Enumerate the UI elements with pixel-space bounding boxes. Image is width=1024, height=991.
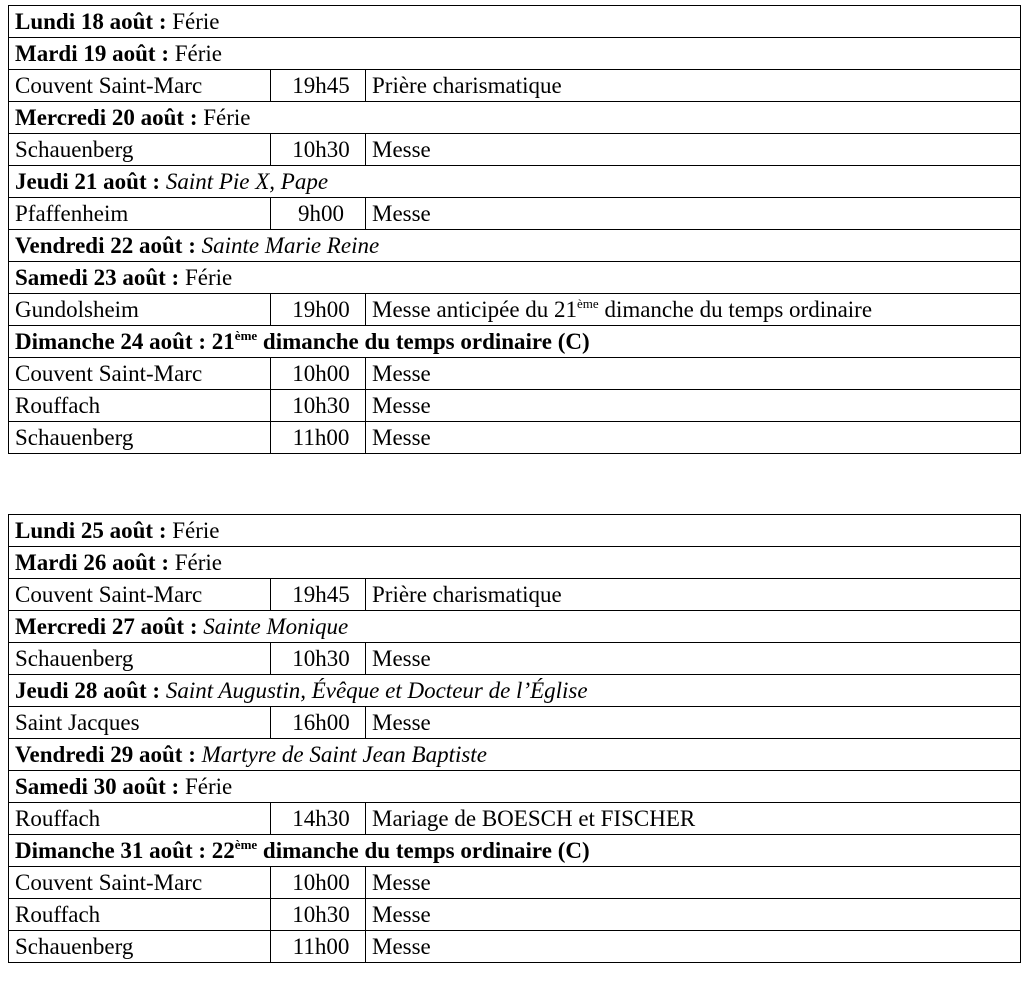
day-header-cell [9, 230, 1021, 262]
event-description-text: Prière charismatique [372, 72, 562, 98]
event-row [9, 294, 1021, 326]
event-place: Couvent Saint-Marc [9, 579, 271, 611]
feast-ordinal-suffix: ème [234, 836, 258, 852]
feast-text: Férie [172, 8, 220, 34]
event-time: 10h30 [271, 134, 366, 166]
event-time: 11h00 [271, 422, 366, 454]
liturgical-feast [175, 41, 222, 66]
event-row [9, 867, 1021, 899]
feast-text: Martyre de Saint Jean Baptiste [201, 741, 487, 767]
event-description-text: Messe [372, 200, 431, 226]
day-header-cell [9, 515, 1021, 547]
day-date: Dimanche 31 août [15, 837, 193, 863]
event-row [9, 70, 1021, 102]
day-date: Dimanche 24 août [15, 328, 193, 354]
feast-text: Férie [203, 104, 251, 130]
event-description [366, 70, 1021, 102]
day-date: Jeudi 21 août [15, 168, 147, 194]
event-row [9, 358, 1021, 390]
event-place: Rouffach [9, 899, 271, 931]
event-description [366, 134, 1021, 166]
event-time: 10h30 [271, 643, 366, 675]
event-description-text: Messe [372, 933, 431, 959]
event-description-text: Messe [372, 136, 431, 162]
day-separator: : [153, 8, 173, 34]
day-header-cell [9, 547, 1021, 579]
feast-text: Férie [174, 549, 222, 575]
event-place: Couvent Saint-Marc [9, 70, 271, 102]
event-description [366, 579, 1021, 611]
event-row [9, 579, 1021, 611]
liturgical-feast [185, 774, 232, 799]
event-ordinal-suffix: ème [577, 295, 599, 311]
day-header-row [9, 675, 1021, 707]
event-row [9, 803, 1021, 835]
event-description-text: Messe anticipée du 21 [372, 296, 578, 322]
day-header-cell [9, 611, 1021, 643]
event-place: Pfaffenheim [9, 198, 271, 230]
event-description [366, 931, 1021, 963]
event-time: 10h30 [271, 899, 366, 931]
event-description-text: Messe [372, 392, 431, 418]
feast-text-after: dimanche du temps ordinaire (C) [257, 328, 590, 354]
event-row [9, 931, 1021, 963]
event-description-after: dimanche du temps ordinaire [598, 296, 873, 322]
event-time: 16h00 [271, 707, 366, 739]
day-header-row [9, 38, 1021, 70]
day-header-cell [9, 6, 1021, 38]
day-date: Vendredi 29 août [15, 741, 183, 767]
day-separator: : [153, 517, 173, 543]
feast-text: 21 [211, 328, 235, 354]
day-date: Vendredi 22 août [15, 232, 183, 258]
day-header-cell [9, 675, 1021, 707]
liturgical-feast [185, 265, 232, 290]
day-separator: : [165, 264, 185, 290]
event-place: Couvent Saint-Marc [9, 867, 271, 899]
liturgical-feast [203, 614, 348, 639]
day-separator: : [192, 328, 212, 354]
feast-text: Férie [172, 517, 220, 543]
event-description-text: Messe [372, 709, 431, 735]
day-header-cell [9, 102, 1021, 134]
event-description [366, 899, 1021, 931]
event-row [9, 390, 1021, 422]
day-header-row [9, 835, 1021, 867]
schedule-table-week-1 [8, 5, 1021, 454]
feast-text-after: dimanche du temps ordinaire (C) [257, 837, 590, 863]
day-separator: : [155, 40, 175, 66]
event-row [9, 134, 1021, 166]
event-time: 10h00 [271, 358, 366, 390]
day-header-row [9, 166, 1021, 198]
day-header-cell [9, 835, 1021, 867]
day-date: Mercredi 20 août [15, 104, 185, 130]
event-description-text: Messe [372, 869, 431, 895]
event-row [9, 899, 1021, 931]
liturgical-feast [202, 233, 380, 258]
event-description-text: Messe [372, 901, 431, 927]
liturgical-feast [202, 742, 487, 767]
day-header-row [9, 547, 1021, 579]
day-separator: : [165, 773, 185, 799]
liturgical-feast [212, 838, 590, 863]
event-description-text: Messe [372, 424, 431, 450]
day-header-cell [9, 326, 1021, 358]
event-place: Rouffach [9, 390, 271, 422]
day-separator: : [184, 104, 204, 130]
event-place: Couvent Saint-Marc [9, 358, 271, 390]
feast-text: Férie [174, 40, 222, 66]
day-date: Samedi 23 août [15, 264, 166, 290]
event-description [366, 358, 1021, 390]
event-place: Schauenberg [9, 134, 271, 166]
event-place: Schauenberg [9, 643, 271, 675]
event-description-text: Messe [372, 360, 431, 386]
event-description-text: Prière charismatique [372, 581, 562, 607]
day-header-row [9, 230, 1021, 262]
event-time: 9h00 [271, 198, 366, 230]
day-header-row [9, 6, 1021, 38]
feast-text: Saint Augustin, Évêque et Docteur de l’Église [165, 677, 588, 703]
event-time: 19h45 [271, 70, 366, 102]
day-date: Jeudi 28 août [15, 677, 147, 703]
day-separator: : [146, 677, 166, 703]
feast-text: Férie [184, 773, 233, 799]
day-header-row [9, 515, 1021, 547]
event-description-text: Messe [372, 645, 431, 671]
day-header-cell [9, 771, 1021, 803]
event-time: 11h00 [271, 931, 366, 963]
day-header-cell [9, 262, 1021, 294]
liturgical-feast [166, 678, 588, 703]
day-separator: : [184, 613, 204, 639]
event-description-text: Mariage de BOESCH et FISCHER [372, 805, 696, 831]
feast-text: Sainte Marie Reine [201, 232, 380, 258]
feast-text: Férie [184, 264, 233, 290]
day-header-cell [9, 38, 1021, 70]
day-header-cell [9, 739, 1021, 771]
event-place: Gundolsheim [9, 294, 271, 326]
day-separator: : [155, 549, 175, 575]
liturgical-feast [203, 105, 250, 130]
event-time: 19h45 [271, 579, 366, 611]
event-time: 19h00 [271, 294, 366, 326]
event-description [366, 707, 1021, 739]
event-description [366, 390, 1021, 422]
liturgical-feast [172, 9, 219, 34]
day-header-row [9, 611, 1021, 643]
day-date: Samedi 30 août [15, 773, 166, 799]
event-description [366, 294, 1021, 326]
day-date: Mardi 26 août [15, 549, 156, 575]
day-separator: : [182, 741, 202, 767]
event-time: 10h30 [271, 390, 366, 422]
event-place: Schauenberg [9, 422, 271, 454]
day-separator: : [192, 837, 212, 863]
event-row [9, 198, 1021, 230]
day-header-row [9, 262, 1021, 294]
liturgical-feast [175, 550, 222, 575]
event-time: 14h30 [271, 803, 366, 835]
day-separator: : [182, 232, 202, 258]
event-row [9, 707, 1021, 739]
day-header-row [9, 771, 1021, 803]
event-time: 10h00 [271, 867, 366, 899]
event-description [366, 867, 1021, 899]
liturgical-feast [212, 329, 590, 354]
liturgical-feast [172, 518, 219, 543]
event-row [9, 643, 1021, 675]
day-header-cell [9, 166, 1021, 198]
day-date: Mercredi 27 août [15, 613, 185, 639]
day-date: Lundi 18 août [15, 8, 154, 34]
feast-text: Saint Pie X, Pape [165, 168, 329, 194]
event-description [366, 422, 1021, 454]
day-date: Mardi 19 août [15, 40, 156, 66]
event-description [366, 198, 1021, 230]
event-row [9, 422, 1021, 454]
liturgical-feast [166, 169, 328, 194]
day-separator: : [146, 168, 166, 194]
day-header-row [9, 102, 1021, 134]
event-place: Schauenberg [9, 931, 271, 963]
schedule-table-week-2 [8, 514, 1021, 963]
feast-text: Sainte Monique [203, 613, 349, 639]
event-description [366, 803, 1021, 835]
event-place: Saint Jacques [9, 707, 271, 739]
feast-text: 22 [211, 837, 235, 863]
day-date: Lundi 25 août [15, 517, 154, 543]
event-place: Rouffach [9, 803, 271, 835]
feast-ordinal-suffix: ème [234, 327, 258, 343]
day-header-row [9, 739, 1021, 771]
event-description [366, 643, 1021, 675]
day-header-row [9, 326, 1021, 358]
